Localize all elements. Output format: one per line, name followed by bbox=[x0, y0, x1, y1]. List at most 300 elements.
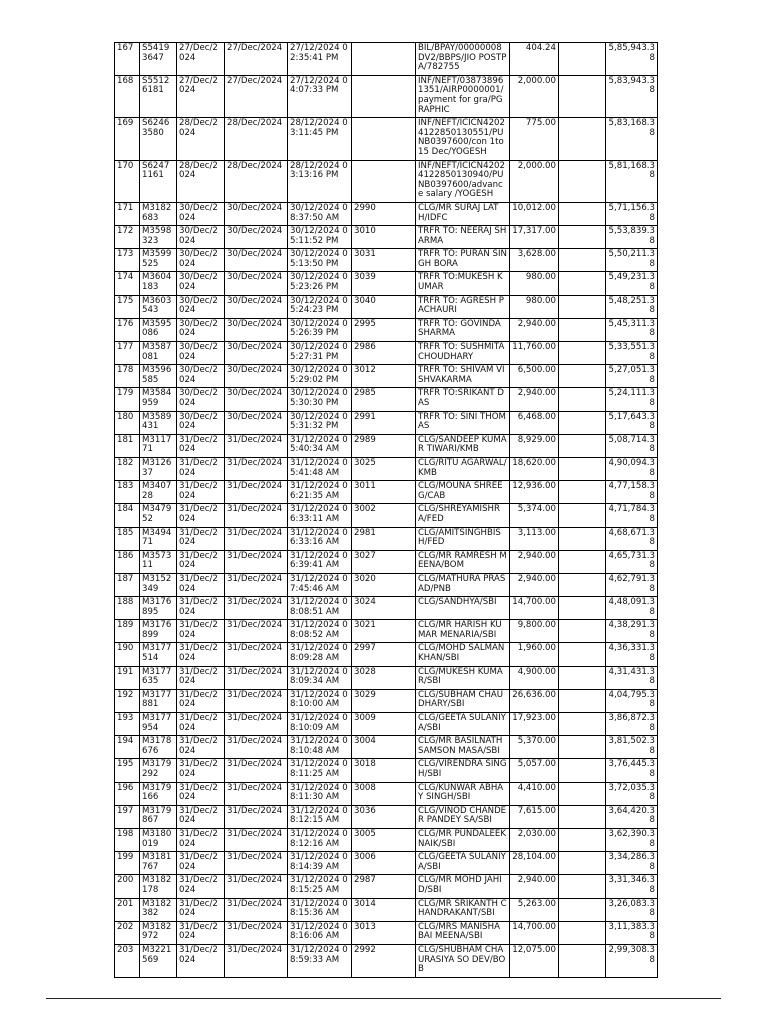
transaction-date-cell: 30/Dec/2024 bbox=[177, 272, 225, 295]
description-cell: TRFR TO: PURAN SINGH BORA bbox=[416, 249, 510, 272]
cheque-number-cell: 2992 bbox=[352, 944, 416, 977]
description-cell: CLG/KUNWAR ABHAY SINGH/SBI bbox=[416, 782, 510, 805]
reference-number-cell: M3176899 bbox=[140, 620, 177, 643]
balance-cell: 3,64,420.38 bbox=[606, 805, 658, 828]
serial-number-cell: 180 bbox=[115, 411, 140, 434]
value-date-cell: 28/Dec/2024 bbox=[225, 118, 288, 160]
description-cell: TRFR TO: GOVINDA SHARMA bbox=[416, 318, 510, 341]
reference-number-cell: M3180019 bbox=[140, 828, 177, 851]
transaction-date-cell: 30/Dec/2024 bbox=[177, 342, 225, 365]
reference-number-cell: M3179867 bbox=[140, 805, 177, 828]
cheque-number-cell: 3009 bbox=[352, 713, 416, 736]
cheque-number-cell: 3028 bbox=[352, 666, 416, 689]
posted-datetime-cell: 31/12/2024 05:40:34 AM bbox=[288, 434, 352, 457]
serial-number-cell: 167 bbox=[115, 43, 140, 76]
table-row bbox=[115, 318, 658, 341]
balance-cell: 3,26,083.38 bbox=[606, 898, 658, 921]
reference-number-cell: M3178676 bbox=[140, 736, 177, 759]
debit-amount-cell: 4,410.00 bbox=[510, 782, 559, 805]
reference-number-cell: M3589431 bbox=[140, 411, 177, 434]
transaction-date-cell: 27/Dec/2024 bbox=[177, 43, 225, 76]
table-row bbox=[115, 898, 658, 921]
debit-amount-cell: 2,030.00 bbox=[510, 828, 559, 851]
description-cell: CLG/MRS MANISHA BAI MEENA/SBI bbox=[416, 921, 510, 944]
transaction-date-cell: 30/Dec/2024 bbox=[177, 202, 225, 225]
serial-number-cell: 201 bbox=[115, 898, 140, 921]
value-date-cell: 31/Dec/2024 bbox=[225, 620, 288, 643]
cheque-number-cell: 3004 bbox=[352, 736, 416, 759]
debit-amount-cell: 28,104.00 bbox=[510, 852, 559, 875]
cheque-number-cell: 2995 bbox=[352, 318, 416, 341]
debit-amount-cell: 17,923.00 bbox=[510, 713, 559, 736]
balance-cell: 4,36,331.38 bbox=[606, 643, 658, 666]
transaction-date-cell: 31/Dec/2024 bbox=[177, 852, 225, 875]
description-cell: CLG/MR SRIKANTH CHANDRAKANT/SBI bbox=[416, 898, 510, 921]
transaction-date-cell: 31/Dec/2024 bbox=[177, 666, 225, 689]
credit-amount-cell bbox=[559, 226, 606, 249]
description-cell: TRFR TO:SRIKANT DAS bbox=[416, 388, 510, 411]
debit-amount-cell: 5,263.00 bbox=[510, 898, 559, 921]
transaction-date-cell: 31/Dec/2024 bbox=[177, 481, 225, 504]
transaction-date-cell: 31/Dec/2024 bbox=[177, 527, 225, 550]
value-date-cell: 31/Dec/2024 bbox=[225, 875, 288, 898]
balance-cell: 3,76,445.38 bbox=[606, 759, 658, 782]
serial-number-cell: 202 bbox=[115, 921, 140, 944]
cheque-number-cell bbox=[352, 160, 416, 202]
reference-number-cell: M3182178 bbox=[140, 875, 177, 898]
credit-amount-cell bbox=[559, 388, 606, 411]
credit-amount-cell bbox=[559, 666, 606, 689]
cheque-number-cell bbox=[352, 43, 416, 76]
reference-number-cell: M3584959 bbox=[140, 388, 177, 411]
debit-amount-cell: 404.24 bbox=[510, 43, 559, 76]
cheque-number-cell: 2991 bbox=[352, 411, 416, 434]
description-cell: CLG/SHREYAMISHRA/FED bbox=[416, 504, 510, 527]
balance-cell: 3,72,035.38 bbox=[606, 782, 658, 805]
balance-cell: 5,48,251.38 bbox=[606, 295, 658, 318]
description-cell: BIL/BPAY/00000008DV2/BBPS/JIO POSTPA/782755 bbox=[416, 43, 510, 76]
value-date-cell: 31/Dec/2024 bbox=[225, 550, 288, 573]
reference-number-cell: M3587081 bbox=[140, 342, 177, 365]
balance-cell: 5,08,714.38 bbox=[606, 434, 658, 457]
description-cell: CLG/VINOD CHANDER PANDEY SA/SBI bbox=[416, 805, 510, 828]
posted-datetime-cell: 28/12/2024 03:13:16 PM bbox=[288, 160, 352, 202]
value-date-cell: 31/Dec/2024 bbox=[225, 597, 288, 620]
description-cell: INF/NEFT/ICICN42024122850130551/PUNB0397600/con 1to 15 Dec/YOGESH bbox=[416, 118, 510, 160]
table-row bbox=[115, 620, 658, 643]
balance-cell: 4,90,094.38 bbox=[606, 457, 658, 480]
description-cell: TRFR TO: NEERAJ SHARMA bbox=[416, 226, 510, 249]
description-cell: INF/NEFT/ICICN42024122850130940/PUNB0397600/advance salary /YOGESH bbox=[416, 160, 510, 202]
description-cell: CLG/AMITSINGHBISH/FED bbox=[416, 527, 510, 550]
posted-datetime-cell: 31/12/2024 08:16:06 AM bbox=[288, 921, 352, 944]
debit-amount-cell: 4,900.00 bbox=[510, 666, 559, 689]
description-cell: INF/NEFT/038738961351/AIRP0000001/payment for gra/PGRAPHIC bbox=[416, 75, 510, 117]
value-date-cell: 31/Dec/2024 bbox=[225, 457, 288, 480]
table-row bbox=[115, 160, 658, 202]
transaction-date-cell: 30/Dec/2024 bbox=[177, 365, 225, 388]
transaction-date-cell: 31/Dec/2024 bbox=[177, 620, 225, 643]
transaction-date-cell: 27/Dec/2024 bbox=[177, 75, 225, 117]
reference-number-cell: M3179292 bbox=[140, 759, 177, 782]
debit-amount-cell: 7,615.00 bbox=[510, 805, 559, 828]
table-row bbox=[115, 573, 658, 596]
cheque-number-cell: 3039 bbox=[352, 272, 416, 295]
transaction-date-cell: 31/Dec/2024 bbox=[177, 805, 225, 828]
table-row bbox=[115, 411, 658, 434]
posted-datetime-cell: 30/12/2024 08:37:50 AM bbox=[288, 202, 352, 225]
serial-number-cell: 193 bbox=[115, 713, 140, 736]
transaction-date-cell: 28/Dec/2024 bbox=[177, 160, 225, 202]
serial-number-cell: 195 bbox=[115, 759, 140, 782]
description-cell: CLG/MR MOHD JAHID/SBI bbox=[416, 875, 510, 898]
debit-amount-cell: 11,760.00 bbox=[510, 342, 559, 365]
balance-cell: 5,24,111.38 bbox=[606, 388, 658, 411]
balance-cell: 5,81,168.38 bbox=[606, 160, 658, 202]
serial-number-cell: 179 bbox=[115, 388, 140, 411]
balance-cell: 3,31,346.38 bbox=[606, 875, 658, 898]
description-cell: CLG/MR BASILNATH SAMSON MASA/SBI bbox=[416, 736, 510, 759]
debit-amount-cell: 2,940.00 bbox=[510, 875, 559, 898]
value-date-cell: 30/Dec/2024 bbox=[225, 295, 288, 318]
credit-amount-cell bbox=[559, 643, 606, 666]
table-row bbox=[115, 527, 658, 550]
reference-number-cell: M3596585 bbox=[140, 365, 177, 388]
transaction-date-cell: 31/Dec/2024 bbox=[177, 736, 225, 759]
value-date-cell: 30/Dec/2024 bbox=[225, 388, 288, 411]
debit-amount-cell: 14,700.00 bbox=[510, 597, 559, 620]
transaction-date-cell: 31/Dec/2024 bbox=[177, 504, 225, 527]
table-row bbox=[115, 875, 658, 898]
cheque-number-cell: 3005 bbox=[352, 828, 416, 851]
table-row bbox=[115, 202, 658, 225]
posted-datetime-cell: 31/12/2024 08:08:51 AM bbox=[288, 597, 352, 620]
table-row bbox=[115, 597, 658, 620]
value-date-cell: 31/Dec/2024 bbox=[225, 434, 288, 457]
serial-number-cell: 191 bbox=[115, 666, 140, 689]
transaction-date-cell: 31/Dec/2024 bbox=[177, 434, 225, 457]
cheque-number-cell: 3010 bbox=[352, 226, 416, 249]
table-row bbox=[115, 736, 658, 759]
reference-number-cell: M349471 bbox=[140, 527, 177, 550]
cheque-number-cell: 2981 bbox=[352, 527, 416, 550]
posted-datetime-cell: 30/12/2024 05:29:02 PM bbox=[288, 365, 352, 388]
credit-amount-cell bbox=[559, 411, 606, 434]
description-cell: CLG/SUBHAM CHAUDHARY/SBI bbox=[416, 689, 510, 712]
reference-number-cell: S54193647 bbox=[140, 43, 177, 76]
serial-number-cell: 169 bbox=[115, 118, 140, 160]
value-date-cell: 31/Dec/2024 bbox=[225, 852, 288, 875]
serial-number-cell: 178 bbox=[115, 365, 140, 388]
reference-number-cell: S62471161 bbox=[140, 160, 177, 202]
table-row bbox=[115, 457, 658, 480]
debit-amount-cell: 5,370.00 bbox=[510, 736, 559, 759]
value-date-cell: 30/Dec/2024 bbox=[225, 202, 288, 225]
table-row bbox=[115, 75, 658, 117]
balance-cell: 3,34,286.38 bbox=[606, 852, 658, 875]
transaction-date-cell: 31/Dec/2024 bbox=[177, 828, 225, 851]
reference-number-cell: M3181767 bbox=[140, 852, 177, 875]
value-date-cell: 31/Dec/2024 bbox=[225, 736, 288, 759]
table-row bbox=[115, 504, 658, 527]
debit-amount-cell: 18,620.00 bbox=[510, 457, 559, 480]
transaction-date-cell: 31/Dec/2024 bbox=[177, 759, 225, 782]
credit-amount-cell bbox=[559, 805, 606, 828]
credit-amount-cell bbox=[559, 481, 606, 504]
balance-cell: 5,33,551.38 bbox=[606, 342, 658, 365]
balance-cell: 5,17,643.38 bbox=[606, 411, 658, 434]
balance-cell: 5,49,231.38 bbox=[606, 272, 658, 295]
table-row bbox=[115, 852, 658, 875]
value-date-cell: 31/Dec/2024 bbox=[225, 666, 288, 689]
cheque-number-cell: 3027 bbox=[352, 550, 416, 573]
value-date-cell: 31/Dec/2024 bbox=[225, 805, 288, 828]
balance-cell: 3,81,502.38 bbox=[606, 736, 658, 759]
serial-number-cell: 187 bbox=[115, 573, 140, 596]
serial-number-cell: 186 bbox=[115, 550, 140, 573]
posted-datetime-cell: 31/12/2024 08:59:33 AM bbox=[288, 944, 352, 977]
cheque-number-cell: 3008 bbox=[352, 782, 416, 805]
posted-datetime-cell: 31/12/2024 08:15:25 AM bbox=[288, 875, 352, 898]
balance-cell: 5,27,051.38 bbox=[606, 365, 658, 388]
transaction-date-cell: 31/Dec/2024 bbox=[177, 713, 225, 736]
value-date-cell: 30/Dec/2024 bbox=[225, 226, 288, 249]
description-cell: CLG/GEETA SULANIYA/SBI bbox=[416, 713, 510, 736]
transaction-date-cell: 31/Dec/2024 bbox=[177, 921, 225, 944]
serial-number-cell: 188 bbox=[115, 597, 140, 620]
posted-datetime-cell: 27/12/2024 02:35:41 PM bbox=[288, 43, 352, 76]
balance-cell: 4,65,731.38 bbox=[606, 550, 658, 573]
cheque-number-cell: 3012 bbox=[352, 365, 416, 388]
value-date-cell: 30/Dec/2024 bbox=[225, 342, 288, 365]
serial-number-cell: 203 bbox=[115, 944, 140, 977]
posted-datetime-cell: 30/12/2024 05:23:26 PM bbox=[288, 272, 352, 295]
balance-cell: 4,31,431.38 bbox=[606, 666, 658, 689]
reference-number-cell: M3177514 bbox=[140, 643, 177, 666]
balance-cell: 4,38,291.38 bbox=[606, 620, 658, 643]
balance-cell: 4,04,795.38 bbox=[606, 689, 658, 712]
debit-amount-cell: 2,940.00 bbox=[510, 573, 559, 596]
transaction-date-cell: 31/Dec/2024 bbox=[177, 573, 225, 596]
reference-number-cell: M340728 bbox=[140, 481, 177, 504]
table-row bbox=[115, 713, 658, 736]
description-cell: CLG/MUKESH KUMAR/SBI bbox=[416, 666, 510, 689]
serial-number-cell: 173 bbox=[115, 249, 140, 272]
transaction-date-cell: 31/Dec/2024 bbox=[177, 643, 225, 666]
reference-number-cell: M312637 bbox=[140, 457, 177, 480]
footer-divider bbox=[46, 998, 721, 999]
value-date-cell: 28/Dec/2024 bbox=[225, 160, 288, 202]
serial-number-cell: 190 bbox=[115, 643, 140, 666]
serial-number-cell: 172 bbox=[115, 226, 140, 249]
table-row bbox=[115, 782, 658, 805]
table-row bbox=[115, 434, 658, 457]
serial-number-cell: 171 bbox=[115, 202, 140, 225]
cheque-number-cell: 3040 bbox=[352, 295, 416, 318]
credit-amount-cell bbox=[559, 527, 606, 550]
reference-number-cell: M3604183 bbox=[140, 272, 177, 295]
value-date-cell: 30/Dec/2024 bbox=[225, 318, 288, 341]
serial-number-cell: 197 bbox=[115, 805, 140, 828]
credit-amount-cell bbox=[559, 160, 606, 202]
posted-datetime-cell: 31/12/2024 06:33:16 AM bbox=[288, 527, 352, 550]
posted-datetime-cell: 31/12/2024 05:41:48 AM bbox=[288, 457, 352, 480]
credit-amount-cell bbox=[559, 852, 606, 875]
debit-amount-cell: 8,929.00 bbox=[510, 434, 559, 457]
posted-datetime-cell: 31/12/2024 08:12:15 AM bbox=[288, 805, 352, 828]
description-cell: TRFR TO: SINI THOMAS bbox=[416, 411, 510, 434]
credit-amount-cell bbox=[559, 295, 606, 318]
reference-number-cell: M3176895 bbox=[140, 597, 177, 620]
debit-amount-cell: 26,636.00 bbox=[510, 689, 559, 712]
table-row bbox=[115, 643, 658, 666]
posted-datetime-cell: 31/12/2024 08:09:28 AM bbox=[288, 643, 352, 666]
cheque-number-cell: 3013 bbox=[352, 921, 416, 944]
posted-datetime-cell: 31/12/2024 06:33:11 AM bbox=[288, 504, 352, 527]
balance-cell: 4,68,671.38 bbox=[606, 527, 658, 550]
posted-datetime-cell: 31/12/2024 08:15:36 AM bbox=[288, 898, 352, 921]
value-date-cell: 30/Dec/2024 bbox=[225, 272, 288, 295]
transaction-date-cell: 31/Dec/2024 bbox=[177, 898, 225, 921]
table-row bbox=[115, 388, 658, 411]
credit-amount-cell bbox=[559, 43, 606, 76]
balance-cell: 3,86,872.38 bbox=[606, 713, 658, 736]
value-date-cell: 31/Dec/2024 bbox=[225, 828, 288, 851]
posted-datetime-cell: 30/12/2024 05:30:30 PM bbox=[288, 388, 352, 411]
posted-datetime-cell: 31/12/2024 07:45:46 AM bbox=[288, 573, 352, 596]
credit-amount-cell bbox=[559, 713, 606, 736]
description-cell: TRFR TO: AGRESH PACHAURI bbox=[416, 295, 510, 318]
reference-number-cell: M3177881 bbox=[140, 689, 177, 712]
table-row bbox=[115, 689, 658, 712]
credit-amount-cell bbox=[559, 828, 606, 851]
cheque-number-cell: 3014 bbox=[352, 898, 416, 921]
debit-amount-cell: 6,500.00 bbox=[510, 365, 559, 388]
balance-cell: 5,45,311.38 bbox=[606, 318, 658, 341]
credit-amount-cell bbox=[559, 921, 606, 944]
balance-cell: 2,99,308.38 bbox=[606, 944, 658, 977]
posted-datetime-cell: 30/12/2024 05:24:23 PM bbox=[288, 295, 352, 318]
description-cell: CLG/GEETA SULANIYA/SBI bbox=[416, 852, 510, 875]
value-date-cell: 31/Dec/2024 bbox=[225, 643, 288, 666]
reference-number-cell: M3179166 bbox=[140, 782, 177, 805]
serial-number-cell: 176 bbox=[115, 318, 140, 341]
posted-datetime-cell: 28/12/2024 03:11:45 PM bbox=[288, 118, 352, 160]
reference-number-cell: S62463580 bbox=[140, 118, 177, 160]
credit-amount-cell bbox=[559, 573, 606, 596]
cheque-number-cell: 3036 bbox=[352, 805, 416, 828]
description-cell: CLG/SANDEEP KUMAR TIWARI/KMB bbox=[416, 434, 510, 457]
transaction-date-cell: 31/Dec/2024 bbox=[177, 457, 225, 480]
value-date-cell: 31/Dec/2024 bbox=[225, 527, 288, 550]
balance-cell: 5,85,943.38 bbox=[606, 43, 658, 76]
posted-datetime-cell: 31/12/2024 08:11:30 AM bbox=[288, 782, 352, 805]
table-row bbox=[115, 43, 658, 76]
table-row bbox=[115, 365, 658, 388]
reference-number-cell: M3182382 bbox=[140, 898, 177, 921]
credit-amount-cell bbox=[559, 457, 606, 480]
credit-amount-cell bbox=[559, 249, 606, 272]
cheque-number-cell: 3011 bbox=[352, 481, 416, 504]
table-row bbox=[115, 805, 658, 828]
debit-amount-cell: 12,936.00 bbox=[510, 481, 559, 504]
posted-datetime-cell: 30/12/2024 05:26:39 PM bbox=[288, 318, 352, 341]
value-date-cell: 30/Dec/2024 bbox=[225, 411, 288, 434]
value-date-cell: 30/Dec/2024 bbox=[225, 365, 288, 388]
cheque-number-cell: 3018 bbox=[352, 759, 416, 782]
value-date-cell: 31/Dec/2024 bbox=[225, 898, 288, 921]
table-row bbox=[115, 342, 658, 365]
description-cell: CLG/MR HARISH KUMAR MENARIA/SBI bbox=[416, 620, 510, 643]
description-cell: CLG/SHUBHAM CHAURASIYA SO DEV/BOB bbox=[416, 944, 510, 977]
table-row bbox=[115, 828, 658, 851]
credit-amount-cell bbox=[559, 898, 606, 921]
debit-amount-cell: 6,468.00 bbox=[510, 411, 559, 434]
balance-cell: 5,71,156.38 bbox=[606, 202, 658, 225]
debit-amount-cell: 2,940.00 bbox=[510, 318, 559, 341]
cheque-number-cell: 3024 bbox=[352, 597, 416, 620]
credit-amount-cell bbox=[559, 550, 606, 573]
credit-amount-cell bbox=[559, 365, 606, 388]
credit-amount-cell bbox=[559, 504, 606, 527]
description-cell: CLG/MR PUNDALEEK NAIK/SBI bbox=[416, 828, 510, 851]
value-date-cell: 31/Dec/2024 bbox=[225, 504, 288, 527]
description-cell: CLG/VIRENDRA SINGH/SBI bbox=[416, 759, 510, 782]
serial-number-cell: 198 bbox=[115, 828, 140, 851]
debit-amount-cell: 980.00 bbox=[510, 272, 559, 295]
debit-amount-cell: 10,012.00 bbox=[510, 202, 559, 225]
serial-number-cell: 184 bbox=[115, 504, 140, 527]
posted-datetime-cell: 31/12/2024 08:11:25 AM bbox=[288, 759, 352, 782]
table-row bbox=[115, 295, 658, 318]
table-row bbox=[115, 481, 658, 504]
posted-datetime-cell: 31/12/2024 06:39:41 AM bbox=[288, 550, 352, 573]
posted-datetime-cell: 31/12/2024 08:08:52 AM bbox=[288, 620, 352, 643]
balance-cell: 4,77,158.38 bbox=[606, 481, 658, 504]
posted-datetime-cell: 31/12/2024 08:10:48 AM bbox=[288, 736, 352, 759]
balance-cell: 5,83,943.38 bbox=[606, 75, 658, 117]
transaction-date-cell: 30/Dec/2024 bbox=[177, 295, 225, 318]
table-row bbox=[115, 944, 658, 977]
balance-cell: 4,48,091.38 bbox=[606, 597, 658, 620]
serial-number-cell: 194 bbox=[115, 736, 140, 759]
description-cell: CLG/MOUNA SHREE G/CAB bbox=[416, 481, 510, 504]
cheque-number-cell: 3020 bbox=[352, 573, 416, 596]
balance-cell: 3,11,383.38 bbox=[606, 921, 658, 944]
reference-number-cell: M3182683 bbox=[140, 202, 177, 225]
value-date-cell: 30/Dec/2024 bbox=[225, 249, 288, 272]
debit-amount-cell: 2,000.00 bbox=[510, 75, 559, 117]
transaction-date-cell: 30/Dec/2024 bbox=[177, 226, 225, 249]
balance-cell: 5,83,168.38 bbox=[606, 118, 658, 160]
statement-body bbox=[115, 43, 658, 978]
value-date-cell: 31/Dec/2024 bbox=[225, 944, 288, 977]
debit-amount-cell: 14,700.00 bbox=[510, 921, 559, 944]
cheque-number-cell bbox=[352, 118, 416, 160]
reference-number-cell: M3177954 bbox=[140, 713, 177, 736]
serial-number-cell: 182 bbox=[115, 457, 140, 480]
reference-number-cell: M3152349 bbox=[140, 573, 177, 596]
posted-datetime-cell: 31/12/2024 08:12:16 AM bbox=[288, 828, 352, 851]
serial-number-cell: 185 bbox=[115, 527, 140, 550]
balance-cell: 4,71,784.38 bbox=[606, 504, 658, 527]
reference-number-cell: M311771 bbox=[140, 434, 177, 457]
description-cell: CLG/SANDHYA/SBI bbox=[416, 597, 510, 620]
transaction-date-cell: 31/Dec/2024 bbox=[177, 782, 225, 805]
credit-amount-cell bbox=[559, 736, 606, 759]
description-cell: CLG/MR RAMRESH MEENA/BOM bbox=[416, 550, 510, 573]
reference-number-cell: M3599525 bbox=[140, 249, 177, 272]
